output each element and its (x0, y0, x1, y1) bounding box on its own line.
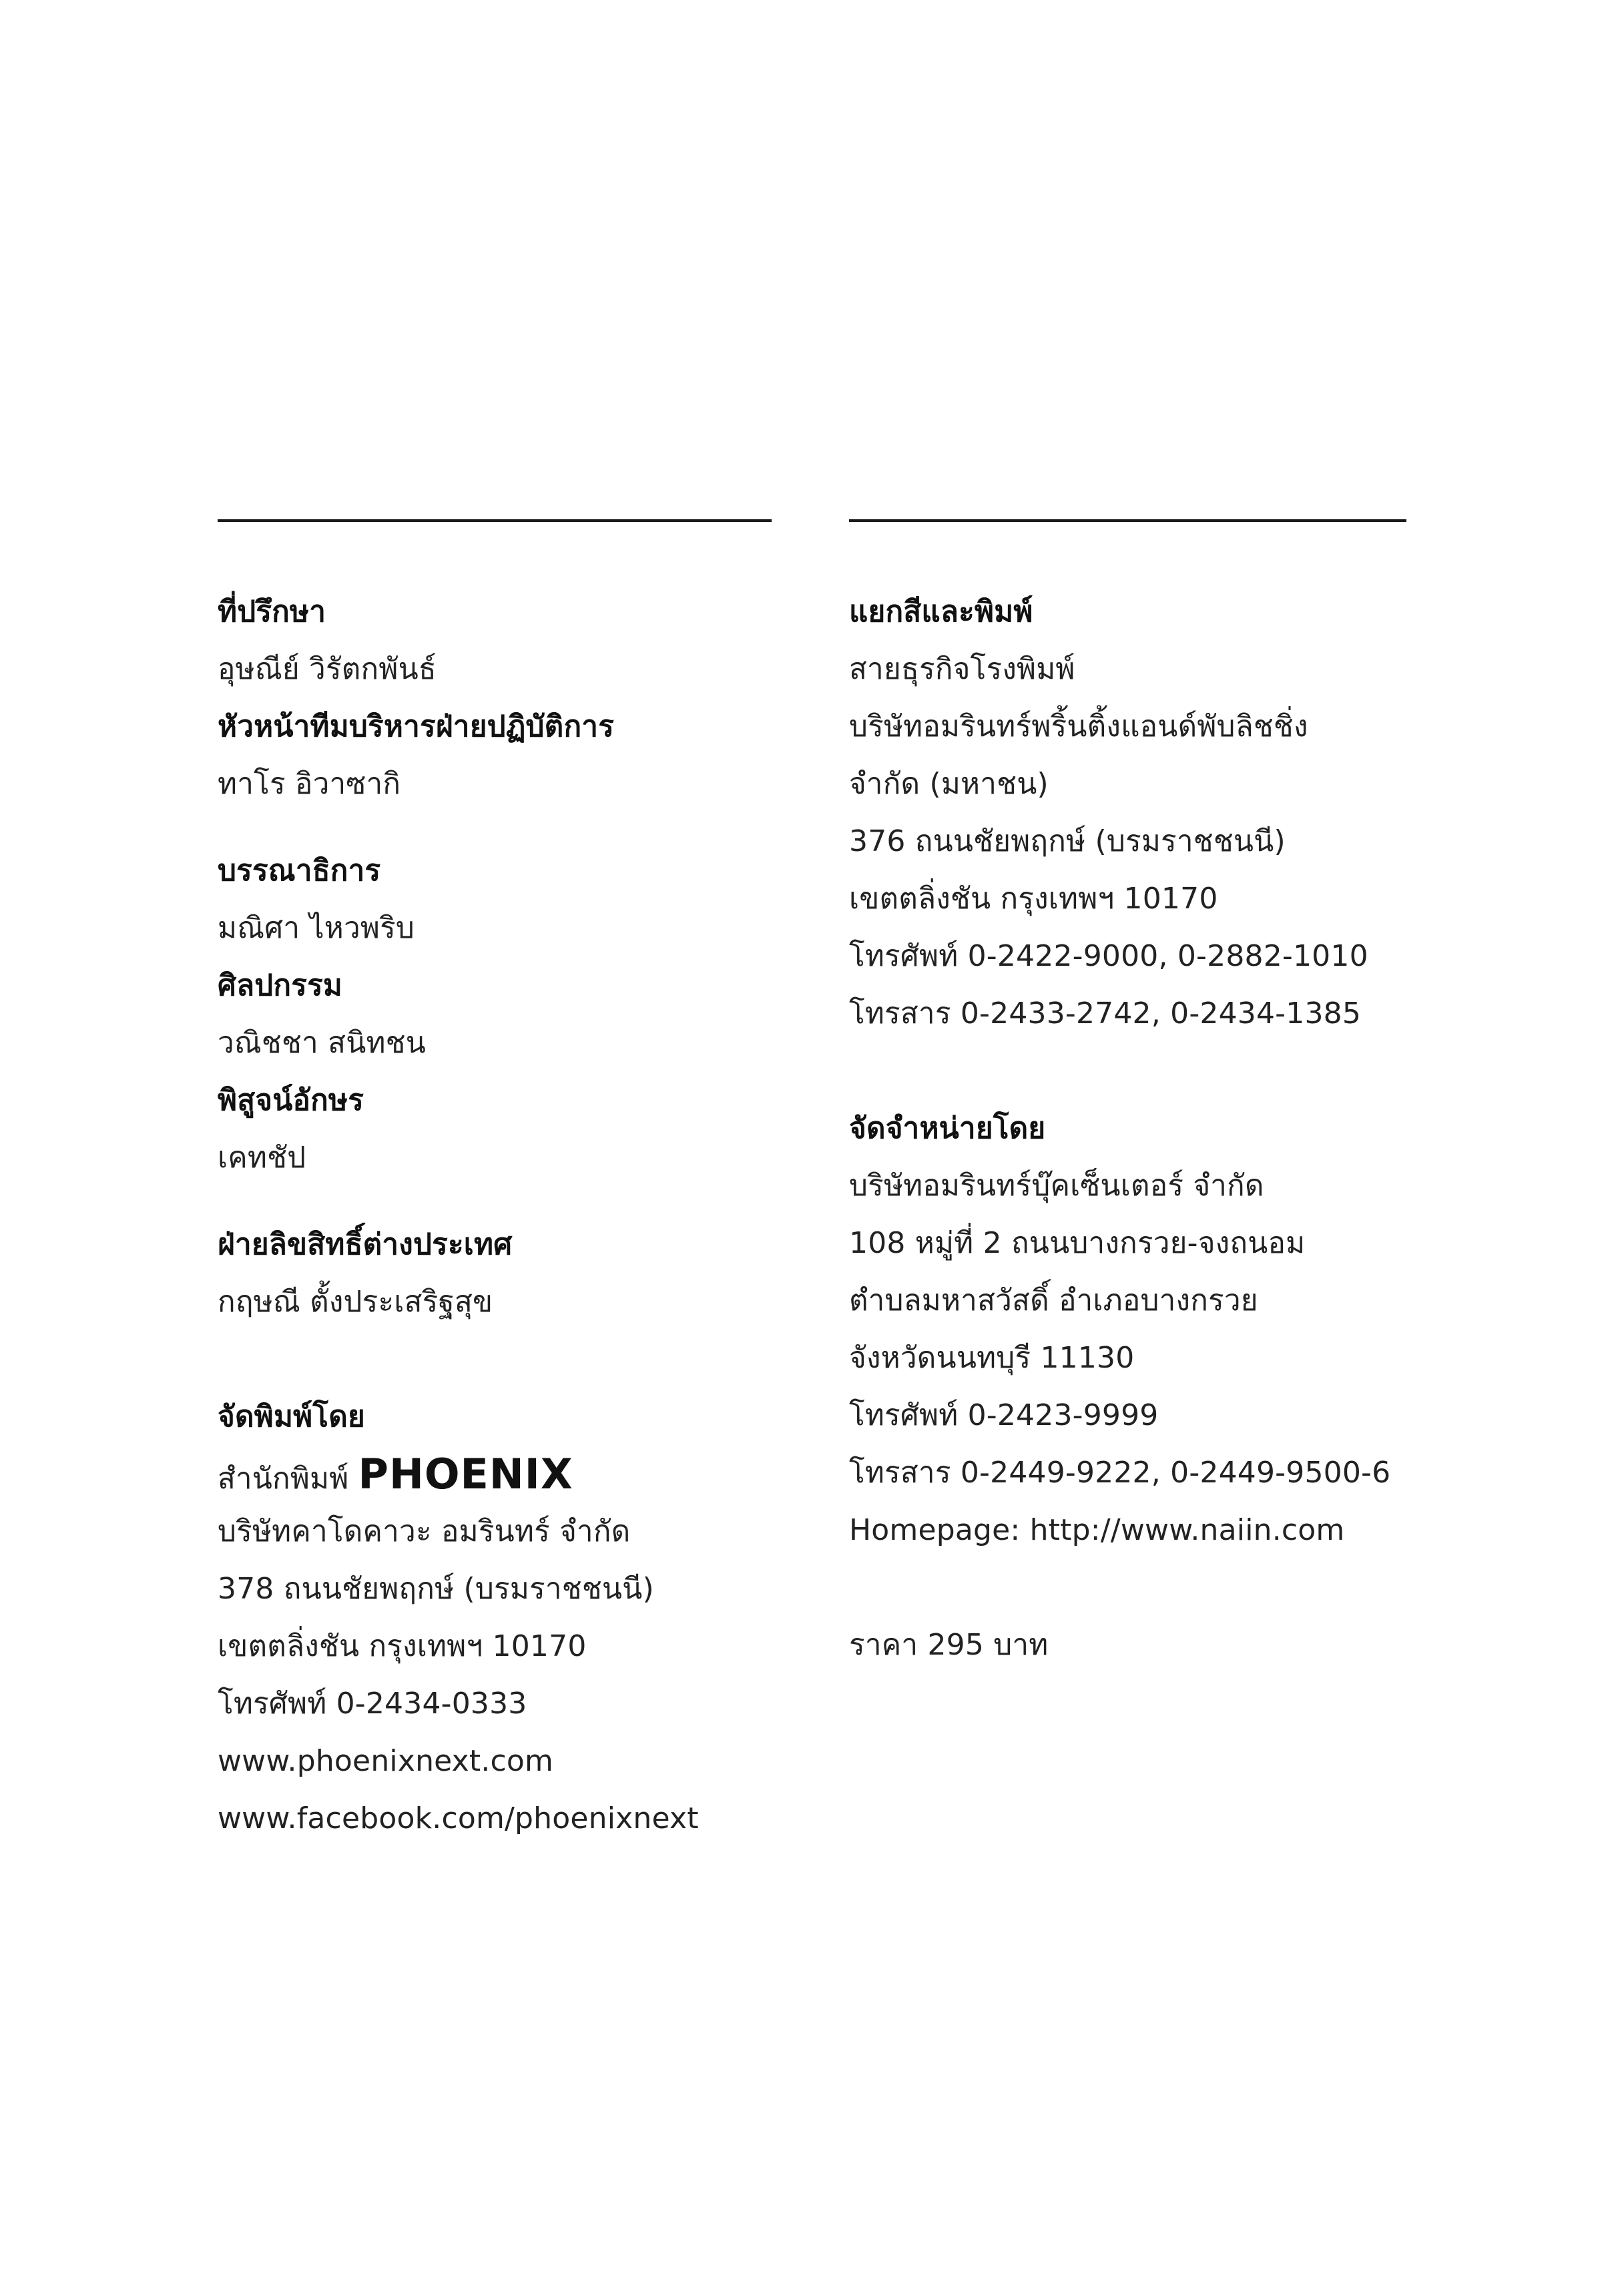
print-phone: โทรศัพท์ 0-2422-9000, 0-2882-1010 (849, 939, 1368, 973)
dist-company: บริษัทอมรินทร์บุ๊คเซ็นเตอร์ จำกัด (849, 1169, 1264, 1203)
print-address-2: เขตตลิ่งชัน กรุงเทพฯ 10170 (849, 882, 1218, 916)
dist-fax: โทรสาร 0-2449-9222, 0-2449-9500-6 (849, 1456, 1391, 1490)
print-address-1: 376 ถนนชัยพฤกษ์ (บรมราชชนนี) (849, 824, 1286, 858)
dist-address-2: ตำบลมหาสวัสดิ์ อำเภอบางกรวย (849, 1283, 1258, 1318)
publisher-brand-logo: PHOENIX (358, 1450, 573, 1498)
dist-address-3: จังหวัดนนทบุรี 11130 (849, 1341, 1135, 1375)
spacer (849, 1559, 1406, 1617)
dist-label: จัดจำหน่ายโดย (849, 1111, 1046, 1145)
price: ราคา 295 บาท (849, 1628, 1049, 1662)
spacer (218, 1331, 772, 1388)
publisher-company: บริษัทคาโดคาวะ อมรินทร์ จำกัด (218, 1514, 631, 1548)
ops-head-name: ทาโร อิวาซากิ (218, 767, 401, 801)
print-unit: สายธุรกิจโรงพิมพ์ (849, 652, 1075, 686)
publisher-address-1: 378 ถนนชัยพฤกษ์ (บรมราชชนนี) (218, 1572, 654, 1606)
editor-name: มณิศา ไหวพริบ (218, 911, 415, 945)
publisher-prefix: สำนักพิมพ์ (218, 1462, 349, 1496)
publisher-label: จัดพิมพ์โดย (218, 1400, 365, 1434)
spacer (218, 1187, 772, 1216)
right-column (849, 519, 1406, 1674)
art-name: วณิชชา สนิทชน (218, 1026, 427, 1060)
spacer (218, 813, 772, 842)
art-label: ศิลปกรรม (218, 968, 343, 1002)
ops-head-label: หัวหน้าทีมบริหารฝ่ายปฏิบัติการ (218, 709, 615, 744)
print-fax: โทรสาร 0-2433-2742, 0-2434-1385 (849, 996, 1362, 1031)
print-company-1: บริษัทอมรินทร์พริ้นติ้งแอนด์พับลิชชิ่ง (849, 709, 1308, 744)
advisor-label: ที่ปรึกษา (218, 595, 326, 629)
publisher-address-2: เขตตลิ่งชัน กรุงเทพฯ 10170 (218, 1629, 587, 1663)
proof-name: เคทชัป (218, 1141, 306, 1175)
publisher-imprint (218, 1446, 772, 1503)
editor-label: บรรณาธิการ (218, 854, 381, 888)
right-divider (849, 519, 1406, 522)
dist-homepage: Homepage: http://www.naiin.com (849, 1513, 1345, 1547)
spacer (849, 1043, 1406, 1100)
rights-label: ฝ่ายลิขสิทธิ์ต่างประเทศ (218, 1227, 513, 1261)
publisher-facebook: www.facebook.com/phoenixnext (218, 1801, 699, 1835)
left-column (218, 519, 772, 1847)
advisor-name: อุษณีย์ วิรัตกพันธ์ (218, 652, 437, 686)
dist-phone: โทรศัพท์ 0-2423-9999 (849, 1398, 1159, 1432)
dist-address-1: 108 หมู่ที่ 2 ถนนบางกรวย-จงถนอม (849, 1226, 1306, 1260)
publisher-phone: โทรศัพท์ 0-2434-0333 (218, 1687, 527, 1721)
print-label: แยกสีและพิมพ์ (849, 595, 1033, 629)
left-divider (218, 519, 772, 522)
rights-name: กฤษณี ตั้งประเสริฐสุข (218, 1285, 493, 1319)
print-company-2: จำกัด (มหาชน) (849, 767, 1049, 801)
proof-label: พิสูจน์อักษร (218, 1083, 364, 1117)
publisher-web: www.phoenixnext.com (218, 1744, 554, 1778)
